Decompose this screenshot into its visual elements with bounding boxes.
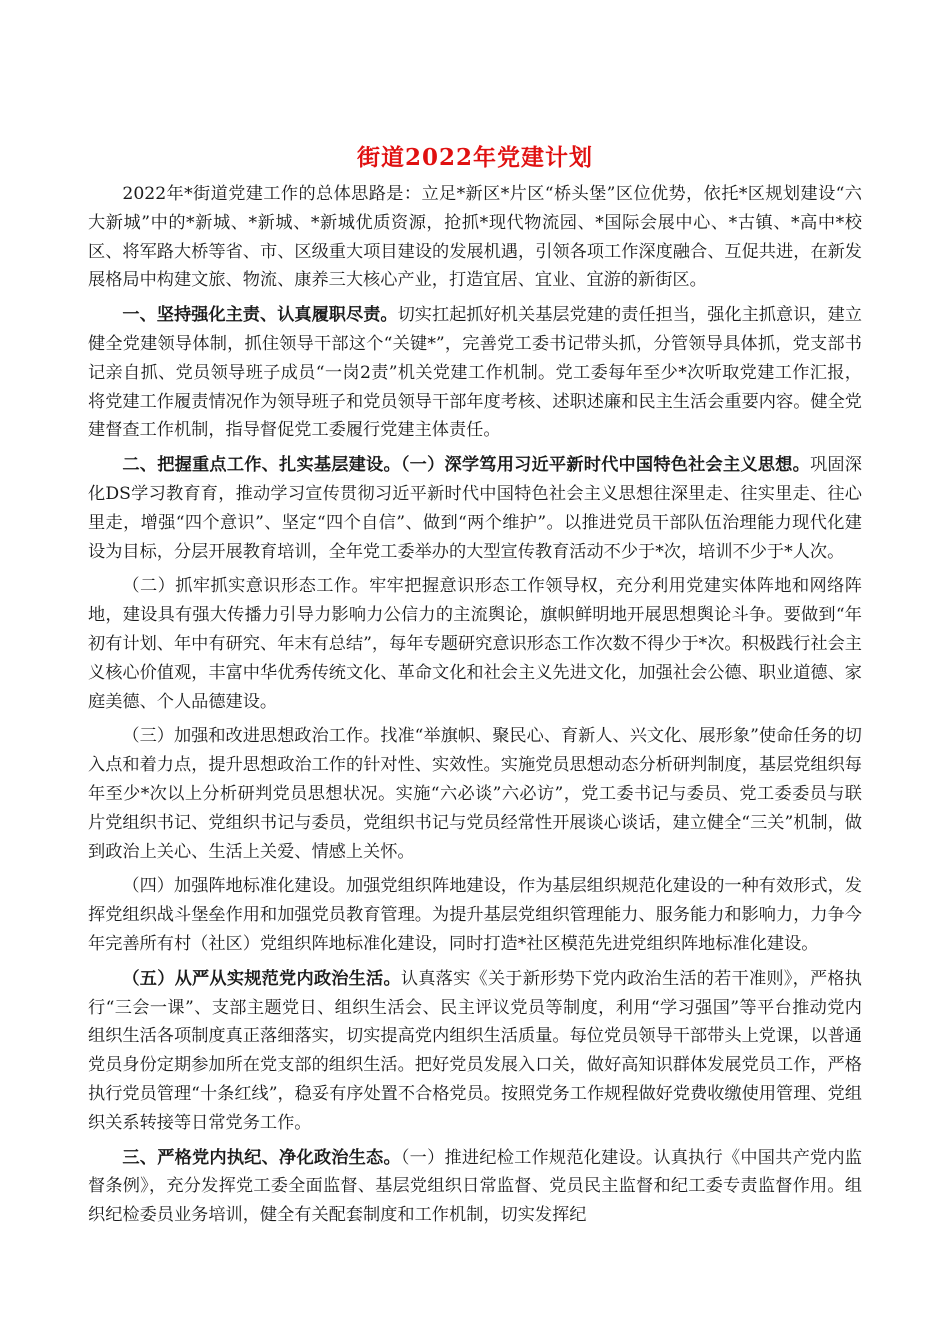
section-2-heading: 二、把握重点工作、扎实基层建设。（一）深学笃用习近平新时代中国特色社会主义思想。	[122, 455, 810, 476]
paragraph-body: 巩固深化DS学习教育育，推动学习宣传贯彻习近平新时代中国特色社会主义思想往深里走、往实里走、往心里走，增强“四个意识”、坚定“四个自信”、做到“两个维护”。以推进党员干部队伍治理能力现代化建设为目标，分层开展教育培训，全年党工委举办的大型宣传教育活动不少于*次，培训不少于*人次。	[88, 455, 862, 562]
section-2-item-5-heading: （五）从严从实规范党内政治生活。	[122, 968, 401, 989]
section-1-heading: 一、坚持强化主责、认真履职尽责。	[122, 305, 398, 326]
section-3-heading: 三、严格党内执纪、净化政治生态。	[122, 1147, 401, 1168]
section-2-item-5-paragraph	[88, 965, 862, 1138]
intro-paragraph	[88, 180, 862, 295]
paragraph-body: 2022年*街道党建工作的总体思路是：立足*新区*片区“桥头堡”区位优势，依托*区规划建设“六大新城”中的*新城、*新城、*新城优质资源，抢抓*现代物流园、*国际会展中心、*古镇、*高中*校区、将军路大桥等省、市、区级重大项目建设的发展机遇，引领各项工作深度融合、互促共进，在新发展格局中构建文旅、物流、康养三大核心产业，打造宜居、宜业、宜游的新街区。	[88, 184, 862, 291]
section-3-paragraph	[88, 1144, 862, 1230]
paragraph-body: （三）加强和改进思想政治工作。找准“举旗帜、聚民心、育新人、兴文化、展形象”使命任务的切入点和着力点，提升思想政治工作的针对性、实效性。实施党员思想动态分析研判制度，基层党组织每年至少*次以上分析研判党员思想状况。实施“六必谈”六必访”，党工委书记与委员、党工委委员与联片党组织书记、党组织书记与委员，党组织书记与党员经常性开展谈心谈话，建立健全“三关”机制，做到政治上关心、生活上关爱、情感上关怀。	[88, 726, 862, 862]
paragraph-body: 认真落实《关于新形势下党内政治生活的若干准则》，严格执行“三会一课”、支部主题党日、组织生活会、民主评议党员等制度，利用“学习强国”等平台推动党内组织生活各项制度真正落细落实，切实提高党内组织生活质量。每位党员领导干部带头上党课，以普通党员身份定期参加所在党支部的组织生活。把好党员发展入口关，做好高知识群体发展党员工作，严格执行党员管理“十条红线”，稳妥有序处置不合格党员。按照党务工作规程做好党费收缴使用管理、党组织关系转接等日常党务工作。	[88, 968, 862, 1133]
paragraph-body: （四）加强阵地标准化建设。加强党组织阵地建设，作为基层组织规范化建设的一种有效形式，发挥党组织战斗堡垒作用和加强党员教育管理。为提升基层党组织管理能力、服务能力和影响力，力争今年完善所有村（社区）党组织阵地标准化建设，同时打造*社区模范先进党组织阵地标准化建设。	[88, 876, 862, 954]
section-2-paragraph	[88, 451, 862, 566]
paragraph-body: （二）抓牢抓实意识形态工作。牢牢把握意识形态工作领导权，充分利用党建实体阵地和网络阵地，建设具有强大传播力引导力影响力公信力的主流舆论，旗帜鲜明地开展思想舆论斗争。要做到“年初有计划、年中有研究、年末有总结”，每年专题研究意识形态工作次数不得少于*次。积极践行社会主义核心价值观，丰富中华优秀传统文化、革命文化和社会主义先进文化，加强社会公德、职业道德、家庭美德、个人品德建设。	[88, 576, 862, 712]
section-1-paragraph	[88, 301, 862, 445]
document-page	[88, 138, 862, 1236]
section-2-item-3-paragraph	[88, 722, 862, 866]
section-2-item-2-paragraph	[88, 572, 862, 716]
document-title: 街道2022年党建计划	[356, 144, 593, 171]
paragraph-body: （一）推进纪检工作规范化建设。认真执行《中国共产党内监督条例》，充分发挥党工委全面监督、基层党组织日常监督、党员民主监督和纪工委专责监督作用。组织纪检委员业务培训，健全有关配套制度和工作机制，切实发挥纪	[88, 1147, 862, 1226]
section-2-item-4-paragraph	[88, 872, 862, 958]
paragraph-body: 切实扛起抓好机关基层党建的责任担当，强化主抓意识，建立健全党建领导体制，抓住领导干部这个“关键*”，完善党工委书记带头抓，分管领导具体抓，党支部书记亲自抓、党员领导班子成员“一岗2责”机关党建工作机制。党工委每年至少*次听取党建工作汇报，将党建工作履责情况作为领导班子和党员领导干部年度考核、述职述廉和民主生活会重要内容。健全党建督查工作机制，指导督促党工委履行党建主体责任。	[88, 305, 862, 441]
